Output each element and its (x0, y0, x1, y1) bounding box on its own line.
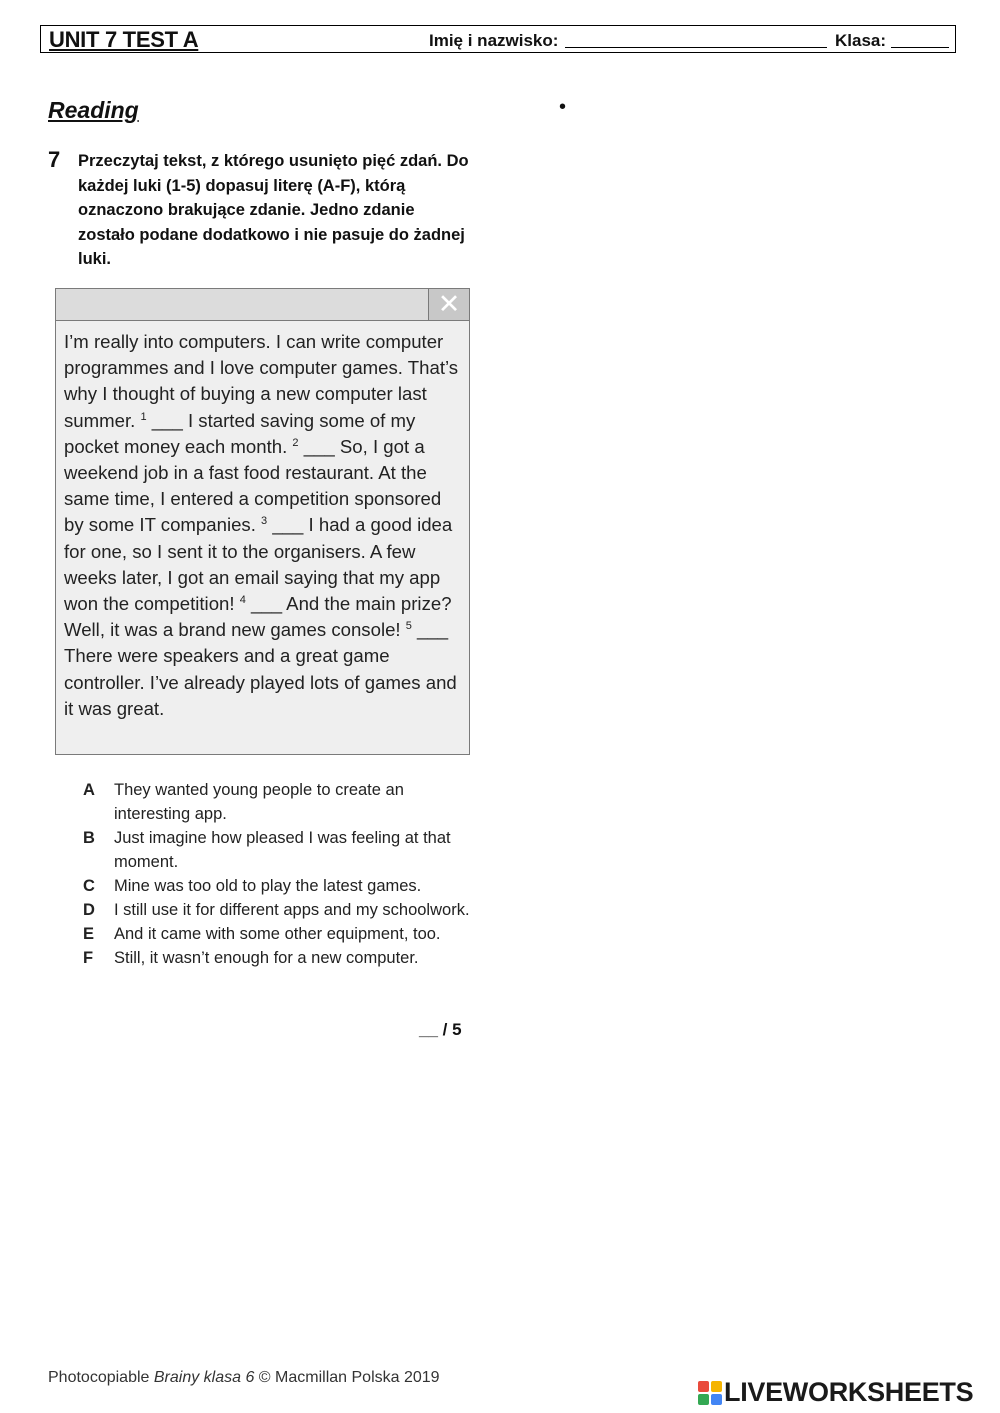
option-text: I still use it for different apps and my schoolwork. (114, 901, 470, 919)
passage-segment: ___ I had a good idea for one, so I sent it to the organisers. A few weeks later, I got an email saying that my app won the competition! (64, 514, 453, 615)
reading-text-box (55, 288, 470, 755)
logo-square-4 (711, 1394, 722, 1405)
logo-square-1 (698, 1381, 709, 1392)
option-b (83, 826, 473, 874)
option-d (83, 898, 473, 922)
option-f (83, 946, 473, 970)
task-number: 7 (48, 147, 61, 172)
gap-number-2: 2 (292, 436, 299, 449)
option-letter: F (83, 949, 94, 967)
section-title: Reading (48, 97, 139, 123)
close-icon[interactable]: ✕ (428, 289, 469, 320)
option-text: And it came with some other equipment, too. (114, 925, 441, 943)
unit-title: UNIT 7 TEST A (49, 27, 199, 52)
option-text: They wanted young people to create an interesting app. (114, 781, 404, 823)
task-instruction: Przeczytaj tekst, z którego usunięto pięć zdań. Do każdej luki (1-5) dopasuj literę (A-F), którą oznaczono brakujące zdanie. Jedno zdanie zostało podane dodatkowo i nie pasuje do żadnej luki. (78, 152, 469, 268)
passage-segment: ___ So, I got a weekend job in a fast food restaurant. At the same time, I entered a competition sponsored by some IT companies. (64, 435, 442, 536)
logo-square-2 (711, 1381, 722, 1392)
option-letter: C (83, 877, 95, 895)
option-letter: B (83, 829, 95, 847)
brand-name: LIVEWORKSHEETS (724, 1377, 974, 1407)
option-e (83, 922, 473, 946)
passage-segment: ___ There were speakers and a great game controller. I’ve already played lots of games and it was great. (64, 619, 457, 719)
passage-segment: ___ And the main prize? Well, it was a brand new games console! (64, 593, 452, 641)
footer-prefix: Photocopiable (48, 1369, 154, 1386)
name-input-line[interactable] (565, 47, 827, 48)
footer-suffix: © Macmillan Polska 2019 (254, 1369, 440, 1386)
option-c (83, 874, 473, 898)
class-input-line[interactable] (891, 47, 949, 48)
name-label: Imię i nazwisko: (429, 31, 559, 50)
bullet-marker: • (559, 96, 567, 118)
answer-options-list (83, 778, 473, 970)
option-letter: E (83, 925, 95, 943)
option-text: Just imagine how pleased I was feeling at that moment. (114, 829, 451, 871)
option-letter: D (83, 901, 95, 919)
footer-copyright (48, 1369, 440, 1387)
passage-segment: I’m really into computers. I can write computer programmes and I love computer games. That’s why I thought of buying a new computer last summer. (64, 331, 459, 431)
gap-number-4: 4 (239, 594, 246, 607)
passage-segment: ___ I started saving some of my pocket money each month. (64, 409, 416, 457)
gap-number-5: 5 (405, 620, 412, 633)
option-a (83, 778, 473, 826)
class-label: Klasa: (835, 31, 887, 50)
gap-number-3: 3 (261, 515, 268, 528)
option-letter: A (83, 781, 95, 799)
footer-book-title: Brainy klasa 6 (153, 1369, 255, 1386)
option-text: Still, it wasn’t enough for a new computer. (114, 949, 419, 967)
score-total: __ / 5 (419, 1020, 462, 1039)
test-header (40, 25, 956, 53)
gap-number-1: 1 (140, 410, 147, 423)
text-box-title-bar (56, 289, 469, 321)
logo-square-3 (698, 1394, 709, 1405)
reading-passage (64, 329, 466, 722)
liveworksheets-logo-icon (698, 1381, 722, 1405)
option-text: Mine was too old to play the latest games. (114, 877, 422, 895)
